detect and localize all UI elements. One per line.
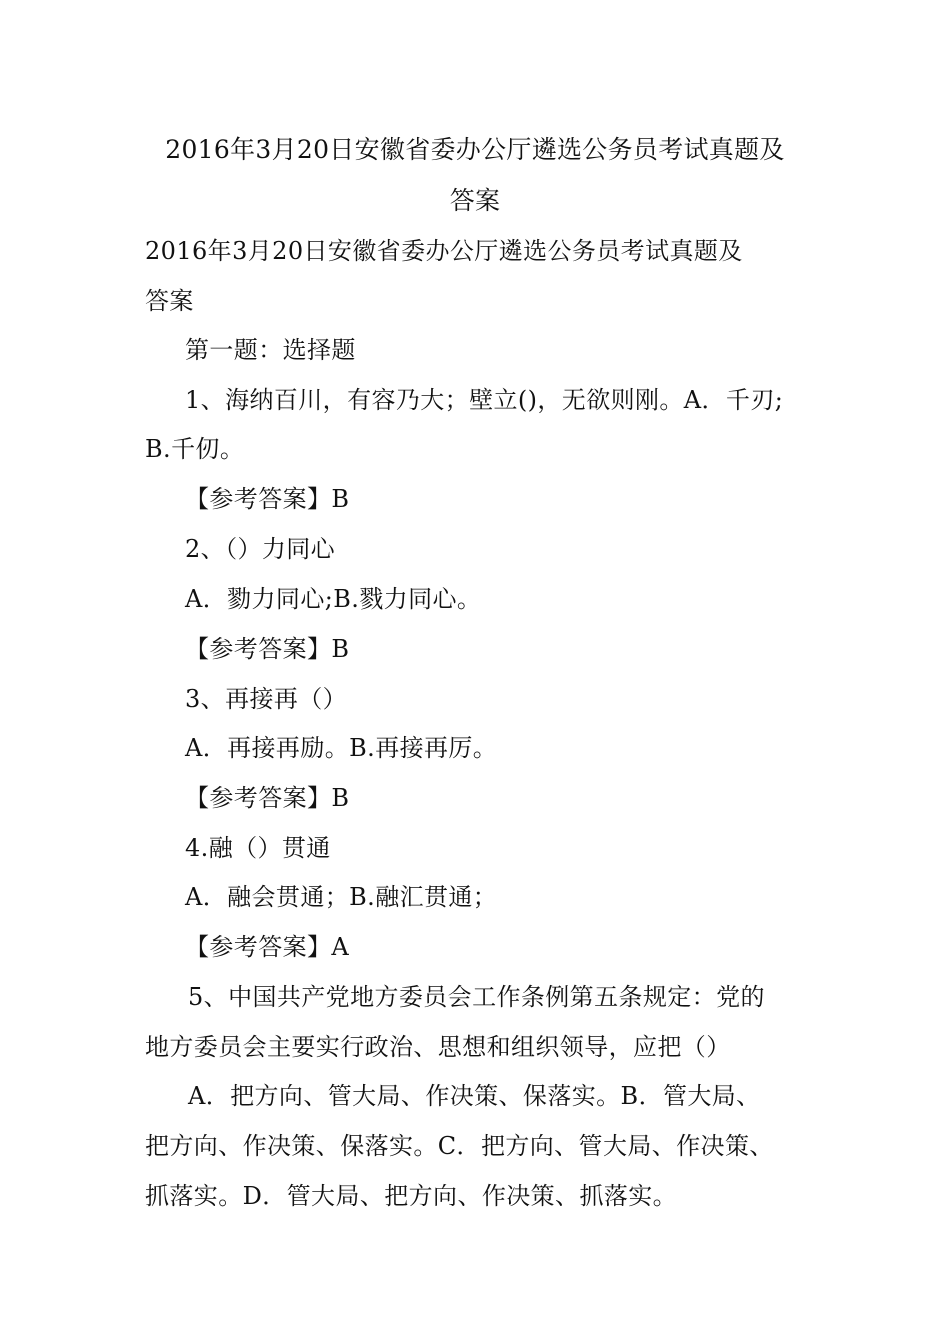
answer-2: 【参考答案】B	[185, 635, 350, 663]
question-5-line-2: 地方委员会主要实行政治、思想和组织领导，应把（）	[145, 1033, 731, 1061]
question-5-line-1: 5、中国共产党地方委员会工作条例第五条规定：党的	[188, 983, 765, 1011]
title-repeat-line-2: 答案	[145, 287, 194, 315]
section-heading: 第一题：选择题	[185, 336, 356, 364]
document-title-line-2: 答案	[449, 186, 501, 215]
question-1-line-1: 1、海纳百川，有容乃大；壁立()，无欲则刚。A．千刃;	[185, 386, 784, 414]
document-title-line-1: 2016年3月20日安徽省委办公厅遴选公务员考试真题及	[165, 135, 785, 164]
question-4-stem: 4.融（）贯通	[185, 834, 331, 862]
answer-3: 【参考答案】B	[185, 784, 350, 812]
question-5-options-line-1: A．把方向、管大局、作决策、保落实。B．管大局、	[188, 1082, 761, 1110]
question-3-options: A．再接再励。B.再接再厉。	[185, 734, 498, 762]
question-5-options-line-2: 把方向、作决策、保落实。C．把方向、管大局、作决策、	[145, 1132, 774, 1160]
question-4-options: A．融会贯通；B.融汇贯通；	[185, 883, 498, 911]
answer-1: 【参考答案】B	[185, 485, 350, 513]
question-1-line-2: B.千仞。	[145, 435, 245, 463]
answer-4: 【参考答案】A	[185, 933, 350, 961]
question-3-stem: 3、再接再（）	[185, 685, 348, 713]
question-2-options: A．勠力同心;B.戮力同心。	[185, 585, 482, 613]
title-repeat-line-1: 2016年3月20日安徽省委办公厅遴选公务员考试真题及	[145, 237, 743, 265]
question-5-options-line-3: 抓落实。D．管大局、把方向、作决策、抓落实。	[145, 1182, 678, 1210]
question-2-stem: 2、（）力同心	[185, 535, 336, 563]
